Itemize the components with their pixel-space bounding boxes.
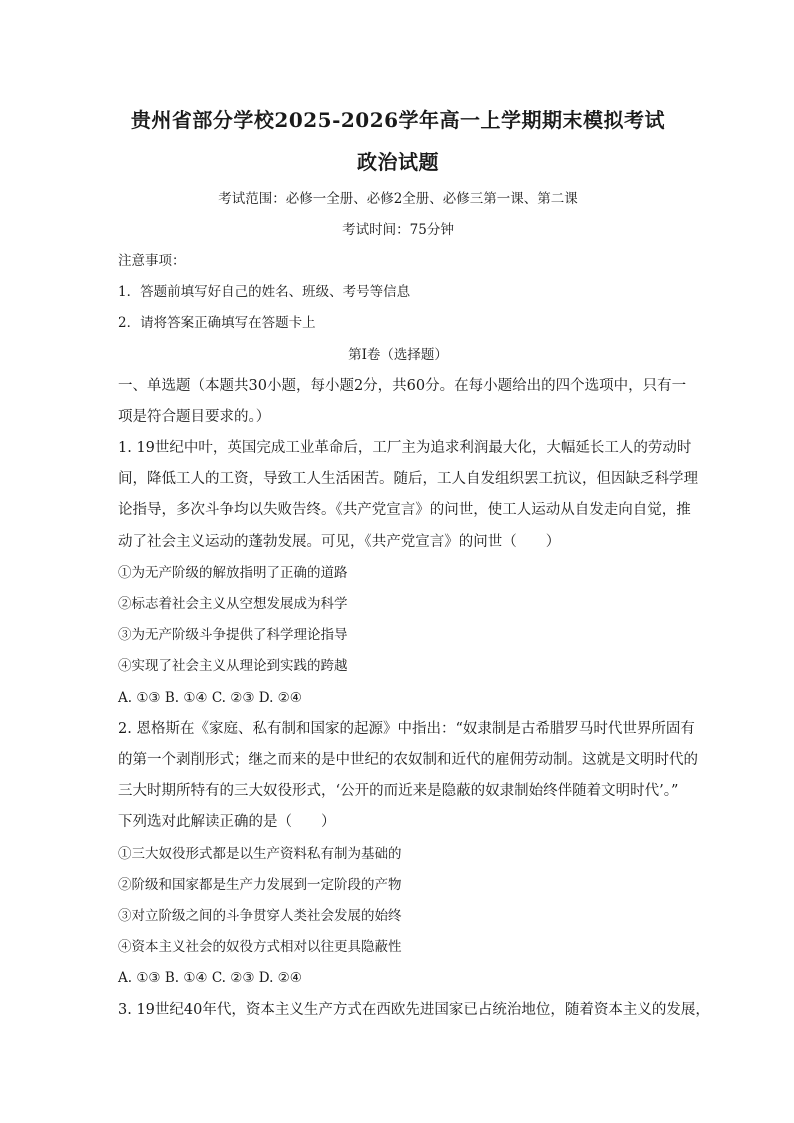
question-2-option: ④资本主义社会的奴役方式相对以往更具隐蔽性 (118, 939, 402, 956)
note-item: 2．请将答案正确填写在答题卡上 (118, 315, 316, 332)
question-line: 间，降低工人的工资，导致工人生活困苦。随后，工人自发组织罢工抗议，但因缺乏科学理 (118, 471, 698, 488)
question-2-option: ①三大奴役形式都是以生产资料私有制为基础的 (118, 845, 402, 862)
question-2-choices: A. ①③ B. ①④ C. ②③ D. ②④ (118, 970, 302, 987)
question-line: 的第一个剥削形式；继之而来的是中世纪的农奴制和近代的雇佣劳动制。这就是文明时代的 (118, 752, 698, 769)
section-intro-line: 一、单选题（本题共30小题，每小题2分，共60分。在每小题给出的四个选项中，只有一 (118, 377, 687, 394)
section-intro (118, 371, 687, 433)
note-item: 1．答题前填写好自己的姓名、班级、考号等信息 (118, 284, 411, 301)
question-2-option: ②阶级和国家都是生产力发展到一定阶段的产物 (118, 876, 402, 893)
question-line: 2. 恩格斯在《家庭、私有制和国家的起源》中指出：“奴隶制是古希腊罗马时代世界所固有 (118, 720, 695, 737)
question-line: 论指导，多次斗争均以失败告终。《共产党宣言》的问世，使工人运动从自发走向自觉，推 (118, 502, 691, 519)
notes-heading: 注意事项： (118, 253, 186, 269)
exam-page (118, 100, 710, 1026)
question-1-stem (118, 433, 698, 558)
subject-title: 政治试题 (357, 150, 439, 174)
question-1-option: ③为无产阶级斗争提供了科学理论指导 (118, 627, 348, 644)
question-1-option: ①为无产阶级的解放指明了正确的道路 (118, 564, 348, 581)
question-1-option: ②标志着社会主义从空想发展成为科学 (118, 596, 348, 613)
exam-time: 考试时间：75分钟 (342, 222, 454, 238)
question-line: 3. 19世纪40年代，资本主义生产方式在西欧先进国家已占统治地位，随着资本主义的发展， (118, 1001, 710, 1018)
question-1-option: ④实现了社会主义从理论到实践的跨越 (118, 658, 348, 675)
question-line: 下列选对此解读正确的是（ ） (118, 814, 336, 831)
question-2-option: ③对立阶级之间的斗争贯穿人类社会发展的始终 (118, 908, 402, 925)
question-line: 动了社会主义运动的蓬勃发展。可见，《共产党宣言》的问世（ ） (118, 533, 561, 550)
question-line: 三大时期所特有的三大奴役形式，‘公开的而近来是隐蔽的奴隶制始终伴随着文明时代’。” (118, 783, 679, 800)
question-line: 1. 19世纪中叶，英国完成工业革命后，工厂主为追求利润最大化，大幅延长工人的劳动时 (118, 440, 692, 457)
exam-title: 贵州省部分学校2025-2026学年高一上学期期末模拟考试 (130, 108, 666, 132)
volume-heading: 第I卷（选择题） (348, 346, 448, 363)
question-1-choices: A. ①③ B. ①④ C. ②③ D. ②④ (118, 689, 302, 706)
section-intro-line: 项是符合题目要求的。） (118, 408, 271, 425)
question-3-stem (118, 995, 710, 1026)
exam-scope: 考试范围：必修一全册、必修2全册、必修三第一课、第二课 (218, 191, 578, 207)
question-2-stem (118, 714, 698, 839)
